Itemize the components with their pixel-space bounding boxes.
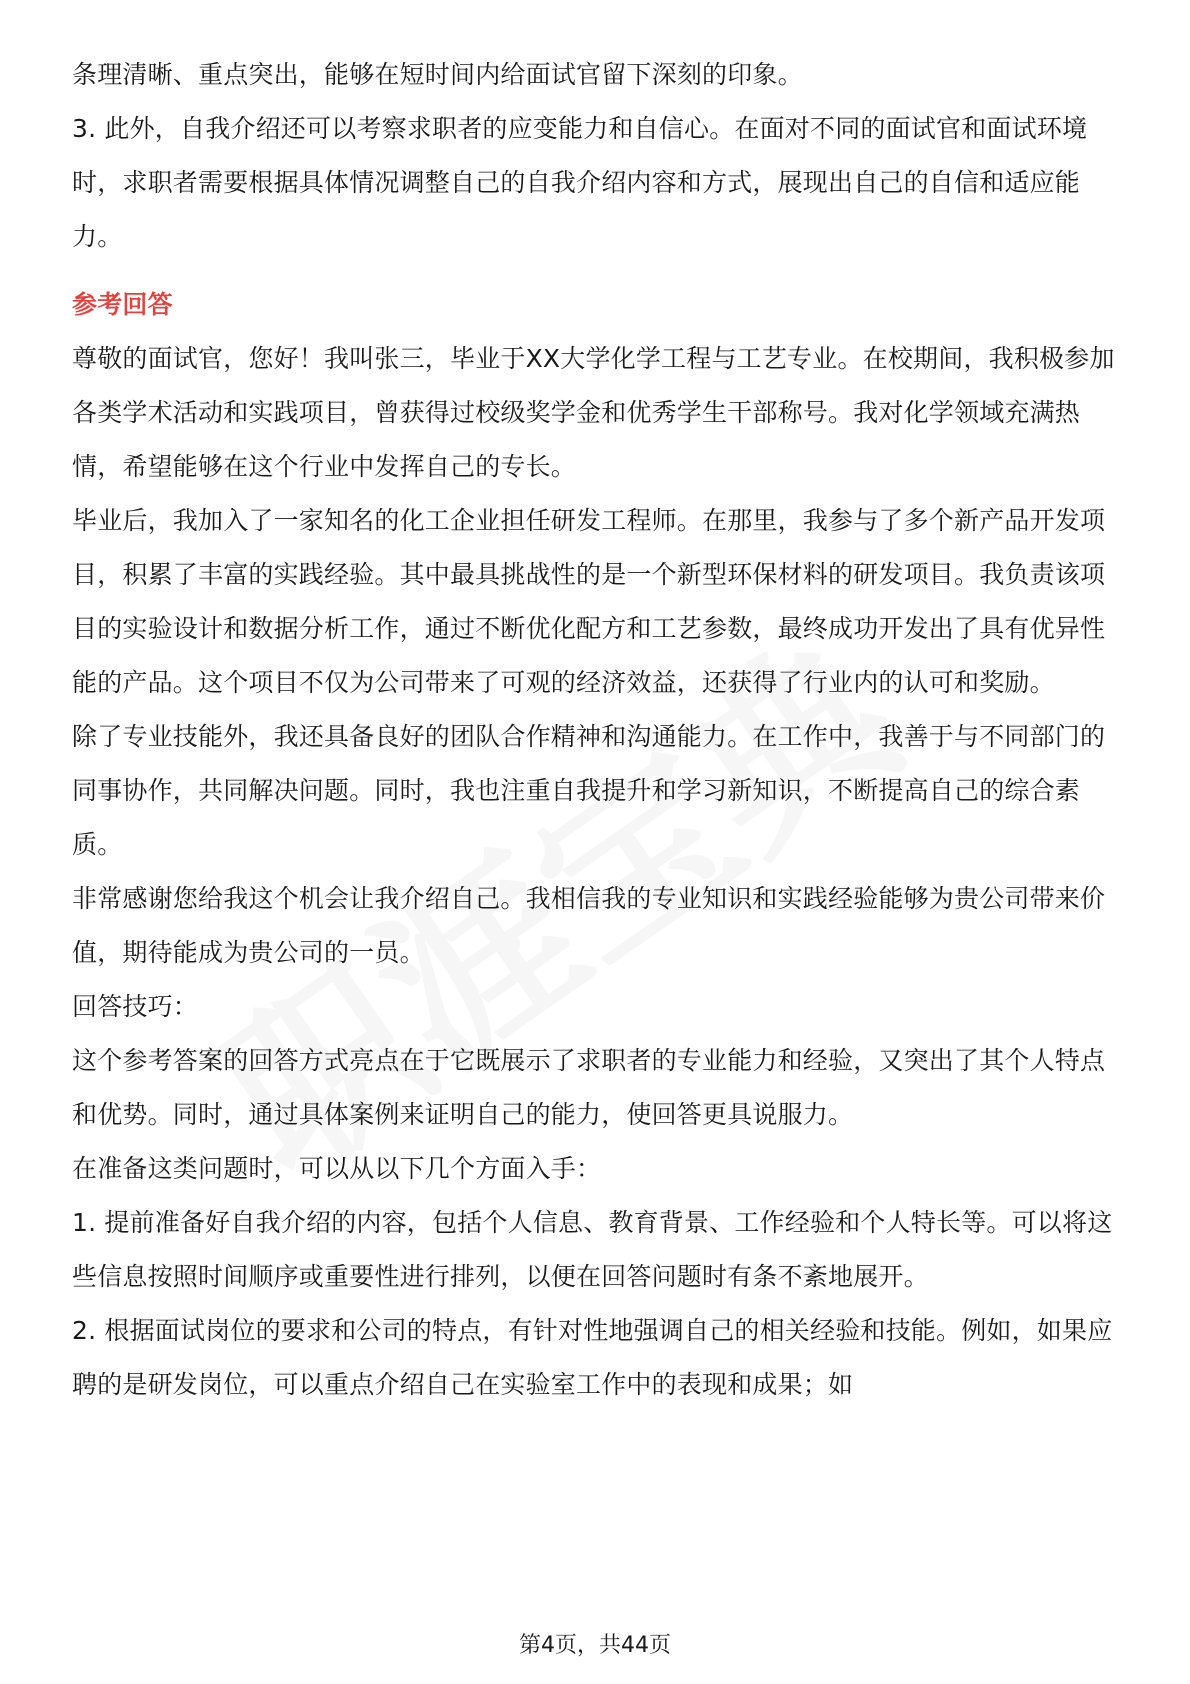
paragraph: 尊敬的面试官，您好！我叫张三，毕业于XX大学化学工程与工艺专业。在校期间，我积极参加各类学术活动和实践项目，曾获得过校级奖学金和优秀学生干部称号。我对化学领域充满热情，希望能够在这个行业中发挥自己的专长。 [72,344,1115,481]
list-item: 1. 提前准备好自我介绍的内容，包括个人信息、教育背景、工作经验和个人特长等。可以将这些信息按照时间顺序或重要性进行排列，以便在回答问题时有条不紊地展开。 [72,1208,1113,1291]
paragraph: 在准备这类问题时，可以从以下几个方面入手： [72,1154,602,1183]
page-footer: 第4页，共44页 [519,1633,671,1658]
page-content [72,48,1122,1412]
paragraph: 除了专业技能外，我还具备良好的团队合作精神和沟通能力。在工作中，我善于与不同部门的同事协作，共同解决问题。同时，我也注重自我提升和学习新知识，不断提高自己的综合素质。 [72,722,1106,859]
answer-tips-label: 回答技巧： [72,992,199,1021]
paragraph: 这个参考答案的回答方式亮点在于它既展示了求职者的专业能力和经验，又突出了其个人特点和优势。同时，通过具体案例来证明自己的能力，使回答更具说服力。 [72,1046,1106,1129]
paragraph: 条理清晰、重点突出，能够在短时间内给面试官留下深刻的印象。 [72,60,803,89]
paragraph: 非常感谢您给我这个机会让我介绍自己。我相信我的专业知识和实践经验能够为贵公司带来价值，期待能成为贵公司的一员。 [72,884,1106,967]
paragraph: 毕业后，我加入了一家知名的化工企业担任研发工程师。在那里，我参与了多个新产品开发项目，积累了丰富的实践经验。其中最具挑战性的是一个新型环保材料的研发项目。我负责该项目的实验设计和数据分析工作，通过不断优化配方和工艺参数，最终成功开发出了具有优异性能的产品。这个项目不仅为公司带来了可观的经济效益，还获得了行业内的认可和奖励。 [72,506,1106,697]
list-item: 2. 根据面试岗位的要求和公司的特点，有针对性地强调自己的相关经验和技能。例如，如果应聘的是研发岗位，可以重点介绍自己在实验室工作中的表现和成果；如 [72,1316,1113,1399]
paragraph: 3. 此外，自我介绍还可以考察求职者的应变能力和自信心。在面对不同的面试官和面试环境时，求职者需要根据具体情况调整自己的自我介绍内容和方式，展现出自己的自信和适应能力。 [72,114,1088,251]
section-heading: 参考回答 [72,290,173,319]
